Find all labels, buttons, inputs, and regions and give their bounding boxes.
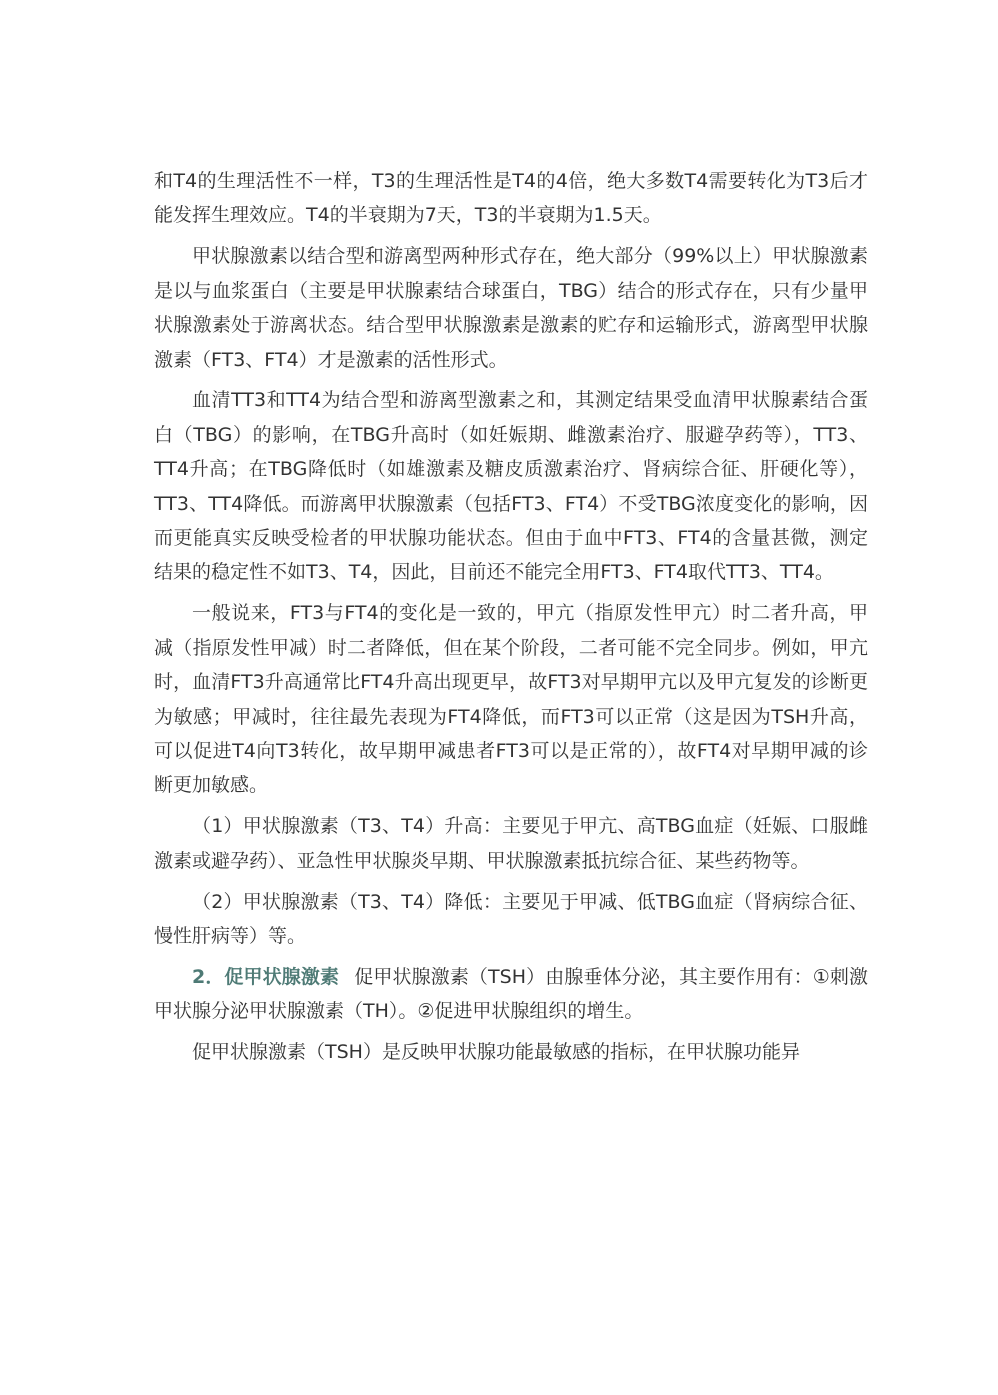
- paragraph-tsh-section: [154, 960, 868, 1029]
- section-text-tsh: 促甲状腺激素（TSH）由腺垂体分泌，其主要作用有：①刺激甲状腺分泌甲状腺激素（TH）。②促进甲状腺组织的增生。: [154, 965, 868, 1023]
- paragraph-binding-forms: 甲状腺激素以结合型和游离型两种形式存在，绝大部分（99%以上）甲状腺激素是以与血浆蛋白（主要是甲状腺素结合球蛋白，TBG）结合的形式存在，只有少量甲状腺激素处于游离状态。结合型甲状腺激素是激素的贮存和运输形式，游离型甲状腺激素（FT3、FT4）才是激素的活性形式。: [154, 245, 868, 371]
- section-heading-tsh: 2．促甲状腺激素: [192, 965, 340, 988]
- paragraph-hormone-increase: （1）甲状腺激素（T3、T4）升高：主要见于甲亢、高TBG血症（妊娠、口服雌激素或避孕药）、亚急性甲状腺炎早期、甲状腺激素抵抗综合征、某些药物等。: [154, 815, 868, 872]
- paragraph-tsh-sensitivity: 促甲状腺激素（TSH）是反映甲状腺功能最敏感的指标，在甲状腺功能异: [192, 1041, 800, 1064]
- body-text: [154, 164, 868, 1076]
- paragraph-ft3-ft4-changes: 一般说来，FT3与FT4的变化是一致的，甲亢（指原发性甲亢）时二者升高，甲减（指原发性甲减）时二者降低，但在某个阶段，二者可能不完全同步。例如，甲亢时，血清FT3升高通常比FT4升高出现更早，故FT3对早期甲亢以及甲亢复发的诊断更为敏感；甲减时，往往最先表现为FT4降低，而FT3可以正常（这是因为TSH升高，可以促进T4向T3转化，故早期甲减患者FT3可以是正常的），故FT4对早期甲减的诊断更加敏感。: [154, 602, 868, 797]
- paragraph-serum-tt3-tt4: 血清TT3和TT4为结合型和游离型激素之和，其测定结果受血清甲状腺素结合蛋白（TBG）的影响，在TBG升高时（如妊娠期、雌激素治疗、服避孕药等），TT3、TT4升高；在TBG降低时（如雄激素及糖皮质激素治疗、肾病综合征、肝硬化等），TT3、TT4降低。而游离甲状腺激素（包括FT3、FT4）不受TBG浓度变化的影响，因而更能真实反映受检者的甲状腺功能状态。但由于血中FT3、FT4的含量甚微，测定结果的稳定性不如T3、T4，因此，目前还不能完全用FT3、FT4取代TT3、TT4。: [154, 389, 868, 584]
- paragraph-t3-t4-activity: 和T4的生理活性不一样，T3的生理活性是T4的4倍，绝大多数T4需要转化为T3后才能发挥生理效应。T4的半衰期为7天，T3的半衰期为1.5天。: [154, 170, 868, 227]
- paragraph-hormone-decrease: （2）甲状腺激素（T3、T4）降低：主要见于甲减、低TBG血症（肾病综合征、慢性肝病等）等。: [154, 890, 868, 948]
